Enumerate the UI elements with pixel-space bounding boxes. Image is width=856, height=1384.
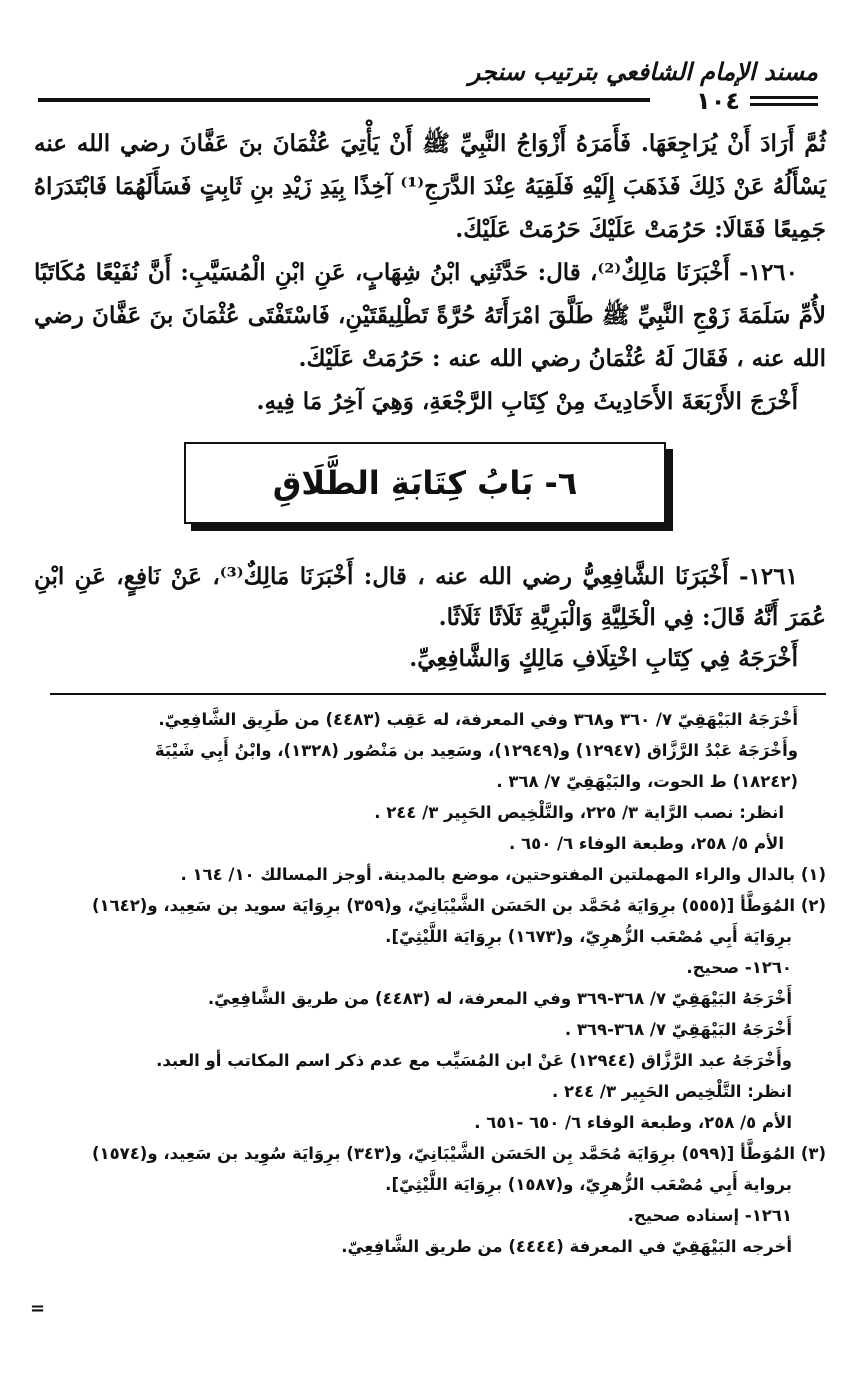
page-number: ١٠٤ <box>696 87 740 115</box>
note-line: أَخْرَجَهُ البَيْهَقِيّ ٧/ ٣٦٨-٣٦٩ . <box>564 1020 792 1039</box>
note-line: أخرجه البَيْهَقِيّ في المعرفة (٤٤٤٤) من طريق الشَّافِعِيّ. <box>341 1237 792 1256</box>
footnote-3: (٣) المُوَطَّأ [(٥٩٩) برِوَايَة مُحَمَّد بِن الحَسَن الشَّيْبَانِيّ، و(٣٤٣) برِوَايَة سُوِيد بن سَعِيد، و(١٥٧٤) <box>91 1144 826 1163</box>
footnotes <box>26 704 826 1262</box>
note-line: انظر: نصب الرَّاية ٣/ ٢٢٥، والتَّلْخِيص الحَبِير ٣/ ٢٤٤ . <box>374 803 784 822</box>
note-line: وأَخْرَجَهُ عبد الرَّزَّاق (١٢٩٤٤) عَنْ ابن المُسَيِّب مع عدم ذكر اسم المكاتب أو العبد. <box>156 1051 792 1070</box>
header-long-rule <box>38 98 650 102</box>
header-rule <box>38 87 818 120</box>
note-line: أَخْرَجَهُ البَيْهَقِيّ ٧/ ٣٦٠ و٣٦٨ وفي المعرفة، له عَقِب (٤٤٨٣) من طَرِيق الشَّافِعِيّ. <box>158 710 798 729</box>
hadith-1261: ١٢٦١- أَخْبَرَنَا الشَّافِعِيُّ رضي الله عنه ، قال: أَخْبَرَنَا مَالِكٌ⁽³⁾، عَنْ نَافِعٍ، عَنِ ابْنِ عُمَرَ أَنَّهُ قَالَ: فِي الْخَلِيَّةِ وَالْبَرِيَّةِ ثَلَاثًا ثَلَاثًا. <box>34 563 826 631</box>
footnote-1: (١) بالدال والراء المهملتين المفتوحتين، موضع بالمدينة. أوجز المسالك ١٠/ ١٦٤ . <box>180 865 826 884</box>
main-text-2 <box>34 556 826 679</box>
note-line: ١٢٦٠- صحيح. <box>686 958 792 977</box>
takhrij-note-2: أَخْرَجَهُ فِي كِتَابِ اخْتِلَافِ مَالِكٍ وَالشَّافِعِيِّ. <box>409 645 798 672</box>
note-line: الأم ٥/ ٢٥٨، وطبعة الوفاء ٦/ ٦٥٠ . <box>509 834 784 853</box>
chapter-title: ٦- بَابُ كِتَابَةِ الطَّلَاقِ <box>272 464 578 502</box>
chapter-heading-box <box>184 442 666 524</box>
note-line: (١٨٢٤٢) ط الحوت، والبَيْهَقِيّ ٧/ ٣٦٨ . <box>496 772 798 791</box>
paragraph-continuation: ثُمَّ أَرَادَ أَنْ يُرَاجِعَهَا. فَأَمَرَهُ أَزْوَاجُ النَّبِيِّ ﷺ أَنْ يَأْتِيَ عُثْمَانَ بنَ عَفَّانَ رضي الله عنه يَسْأَلُهُ عَنْ ذَلِكَ فَذَهَبَ إِلَيْهِ فَلَقِيَهُ عِنْدَ الدَّرَجِ⁽¹⁾ آخِذًا بِيَدِ زَيْدِ بنِ ثَابِتٍ فَسَأَلَهُمَا فَابْتَدَرَاهُ جَمِيعًا فَقَالَا: حَرُمَتْ عَلَيْكَ حَرُمَتْ عَلَيْكَ. <box>34 130 826 243</box>
footnote-2: (٢) المُوَطَّأ [(٥٥٥) برِوَايَة مُحَمَّد بن الحَسَن الشَّيْبَانِيّ، و(٣٥٩) برِوَايَة سويد بن سَعِيد، و(١٦٤٢) <box>91 896 826 915</box>
note-line: انظر: التَّلْخِيص الحَبِير ٣/ ٢٤٤ . <box>551 1082 792 1101</box>
header-double-rule <box>750 96 818 106</box>
note-line: أَخْرَجَهُ البَيْهَقِيّ ٧/ ٣٦٨-٣٦٩ وفي المعرفة، له (٤٤٨٣) من طريق الشَّافِعِيّ. <box>207 989 792 1008</box>
running-title: مسند الإمام الشافعي بترتيب سنجر <box>468 58 818 86</box>
note-line: ١٢٦١- إسناده صحيح. <box>627 1206 792 1225</box>
note-line: وأَخْرَجَهُ عَبْدُ الرَّزَّاق (١٢٩٤٧) و(١٢٩٤٩)، وسَعِيد بن مَنْصُور (١٣٢٨)، وابْنُ أَبِي شَيْبَةَ <box>154 741 798 760</box>
main-text <box>34 122 826 423</box>
note-line: برِوَايَة أَبِي مُصْعَب الزُّهرِيّ، و(١٦٧٣) برِوَايَة اللَّيْثِيّ]. <box>385 927 792 946</box>
hadith-1260: ١٢٦٠- أَخْبَرَنَا مَالِكٌ⁽²⁾، قال: حَدَّثَنِي ابْنُ شِهَابٍ، عَنِ ابْنِ الْمُسَيَّبِ: أَنَّ نُفَيْعًا مُكَاتَبًا لأُمِّ سَلَمَةَ زَوْجِ النَّبِيِّ ﷺ طَلَّقَ امْرَأَتَهُ حُرَّةً تَطْلِيقَتَيْنِ، فَاسْتَفْتَى عُثْمَانَ بنَ عَفَّانَ رضي الله عنه ، فَقَالَ لَهُ عُثْمَانُ رضي الله عنه : حَرُمَتْ عَلَيْكَ. <box>34 259 826 372</box>
takhrij-note: أَخْرَجَ الأَرْبَعَةَ الأَحَادِيثَ مِنْ كِتَابِ الرَّجْعَةِ، وَهِيَ آخِرُ مَا فِيهِ. <box>256 388 798 415</box>
note-line: الأم ٥/ ٢٥٨، وطبعة الوفاء ٦/ ٦٥٠ -٦٥١ . <box>474 1113 792 1132</box>
footnote-separator <box>50 693 826 695</box>
continuation-mark: = <box>30 1298 46 1319</box>
note-line: برواية أَبِي مُصْعَب الزُّهرِيّ، و(١٥٨٧) برِوَايَة اللَّيْثِيّ]. <box>385 1175 792 1194</box>
